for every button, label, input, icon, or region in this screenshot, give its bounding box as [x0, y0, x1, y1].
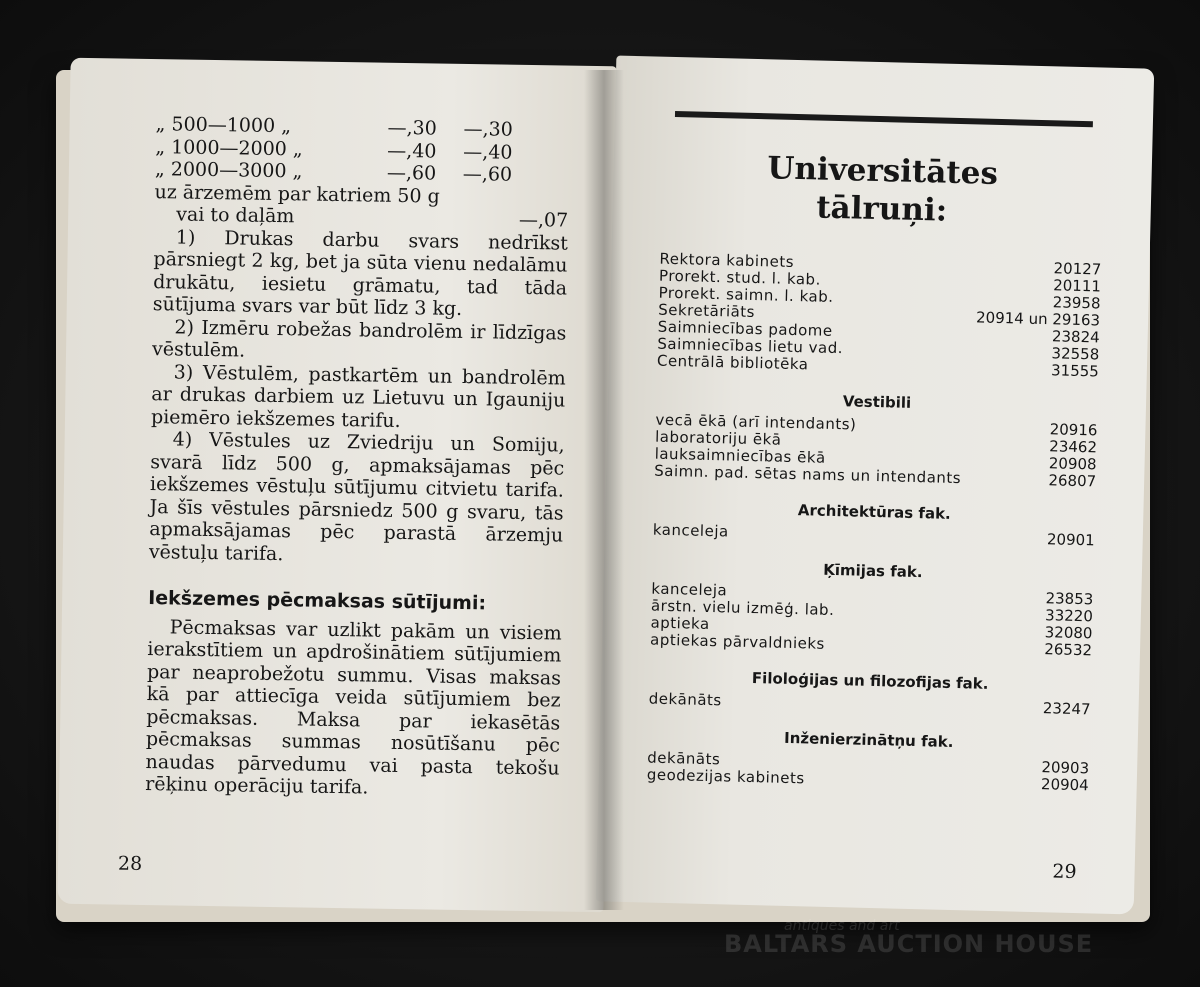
note-paragraph: 2) Izmēru robežas bandrolēm ir līdzīgas vēstulēm. — [151, 315, 567, 362]
entry-name: aptiekas pārvaldnieks — [649, 630, 826, 653]
entry-name: dekānāts — [647, 748, 721, 769]
page-title — [660, 147, 1104, 234]
entry-name: Saimniecības padome — [657, 317, 833, 340]
entry-number: 20127 — [1053, 259, 1102, 279]
entry-name: kanceleja — [652, 520, 729, 541]
rate-label: „ 2000—3000 „ — [154, 158, 303, 183]
phone-group — [647, 726, 1090, 795]
phone-group — [648, 667, 1091, 719]
entry-number: 23824 — [1051, 327, 1100, 347]
left-page — [57, 58, 616, 912]
top-rule — [675, 111, 1093, 127]
phone-entry — [653, 522, 1095, 550]
entry-name: Rektora kabinets — [659, 249, 795, 271]
entry-number: 23853 — [1045, 589, 1094, 609]
entry-number: 31555 — [1050, 361, 1100, 381]
phone-group — [657, 251, 1102, 381]
rate-label: „ 500—1000 „ — [155, 113, 292, 138]
entry-name: ārstn. vielu izmēģ. lab. — [650, 596, 835, 620]
group-heading: Architektūras fak. — [797, 501, 951, 523]
title-line: Universitātes — [766, 150, 999, 192]
entry-number: 23462 — [1049, 437, 1098, 457]
entry-number: 20908 — [1048, 454, 1097, 474]
entry-name: Saimniecības lietu vad. — [657, 334, 844, 358]
entry-number: 20916 — [1049, 420, 1098, 440]
section-title: Iekšzemes pēcmaksas sūtījumi: — [148, 587, 487, 615]
entry-name: dekānāts — [648, 689, 722, 710]
entry-number: 20111 — [1052, 276, 1102, 296]
entry-name: vecā ēkā (arī intendants) — [655, 410, 857, 434]
abroad-line: uz ārzemēm par katriem 50 g — [154, 180, 440, 208]
entry-name: laboratoriju ēkā — [654, 427, 782, 449]
rate-value-2: —,60 — [462, 162, 513, 186]
entry-number: 33220 — [1044, 606, 1094, 626]
entry-name: Prorekt. saimn. l. kab. — [658, 283, 834, 306]
section-paragraph: Pēcmaksas var uzlikt pakām un visiem ierakstītiem un apdrošinātiem sūtījumiem par neaprobežotu summu. Visas maksas kā par attiecīga veida sūtījumiem bez pēcmaksas. Maksa par iekasētās pēcmaksas summas nosūtīšanu pēc naudas pārvedumu vai pasta tekošu rēķinu operāciju tarifa. — [145, 615, 562, 799]
entry-number: 32558 — [1051, 344, 1100, 364]
rate-value-1: —,40 — [387, 139, 437, 163]
entry-number: 26532 — [1044, 640, 1093, 660]
entry-number: 32080 — [1044, 623, 1093, 643]
rate-value-2: —,30 — [463, 117, 513, 141]
abroad-label: vai to daļām — [176, 203, 295, 228]
entry-name: Centrālā bibliotēka — [656, 351, 809, 374]
rate-label: „ 1000—2000 „ — [155, 135, 303, 160]
entry-number: 26807 — [1048, 471, 1097, 491]
rate-value-1: —,30 — [387, 116, 438, 140]
entry-name: Prorekt. stud. l. kab. — [658, 266, 822, 289]
page-number-left: 28 — [117, 852, 143, 875]
entry-number: 20901 — [1046, 530, 1095, 550]
phone-group — [654, 388, 1098, 491]
page-number-right: 29 — [1052, 860, 1077, 884]
entry-number: 23247 — [1042, 699, 1091, 719]
group-heading: Inženierzinātņu fak. — [783, 728, 954, 751]
rate-value-2: —,40 — [463, 140, 513, 164]
phone-entry — [648, 691, 1090, 719]
group-heading: Filoloģijas un filozofijas fak. — [751, 669, 989, 693]
group-heading: Ķīmijas fak. — [823, 560, 923, 582]
note-paragraph: 3) Vēstulēm, pastkartēm un bandrolēm ar drukas darbiem uz Lietuvu un Igauniju piemēro iekšzemes tarifu. — [150, 360, 566, 432]
title-line: tālruņi: — [815, 189, 948, 229]
entry-name: aptieka — [650, 613, 710, 633]
entry-name: geodezijas kabinets — [646, 765, 805, 788]
abroad-price: —,07 — [518, 208, 569, 232]
entry-number: 20904 — [1040, 775, 1089, 795]
group-heading: Vestibili — [842, 392, 912, 412]
entry-name: Sekretāriāts — [657, 300, 756, 322]
note-paragraph: 4) Vēstules uz Zviedriju un Somiju, svarā līdz 500 g, apmaksājamas pēc iekšzemes vēstuļu sūtījumu citvietu tarifa. Ja šīs vēstules pārsniedz 500 g svaru, tās apmaksājamas pēc parastā ārzemju vēstuļu tarifa. — [148, 428, 565, 565]
rate-table — [145, 113, 570, 802]
entry-name: Saimn. pad. sētas nams un intendants — [654, 461, 962, 488]
phone-group — [650, 557, 1094, 660]
entry-number: 23958 — [1052, 293, 1101, 313]
right-page — [596, 56, 1155, 915]
phone-group — [653, 498, 1096, 550]
entry-name: kanceleja — [651, 579, 728, 600]
note-paragraph: 1) Drukas darbu svars nedrīkst pārsniegt 2 kg, bet ja sūta vienu nedalāmu drukātu, iesietu grāmatu, tad tāda sūtījuma svars var būt līdz 3 kg. — [152, 225, 569, 320]
entry-number: 20914 un 29163 — [975, 308, 1101, 330]
rate-value-1: —,60 — [386, 161, 437, 185]
entry-name: lauksaimniecības ēkā — [654, 444, 826, 467]
entry-number: 20903 — [1041, 758, 1090, 778]
